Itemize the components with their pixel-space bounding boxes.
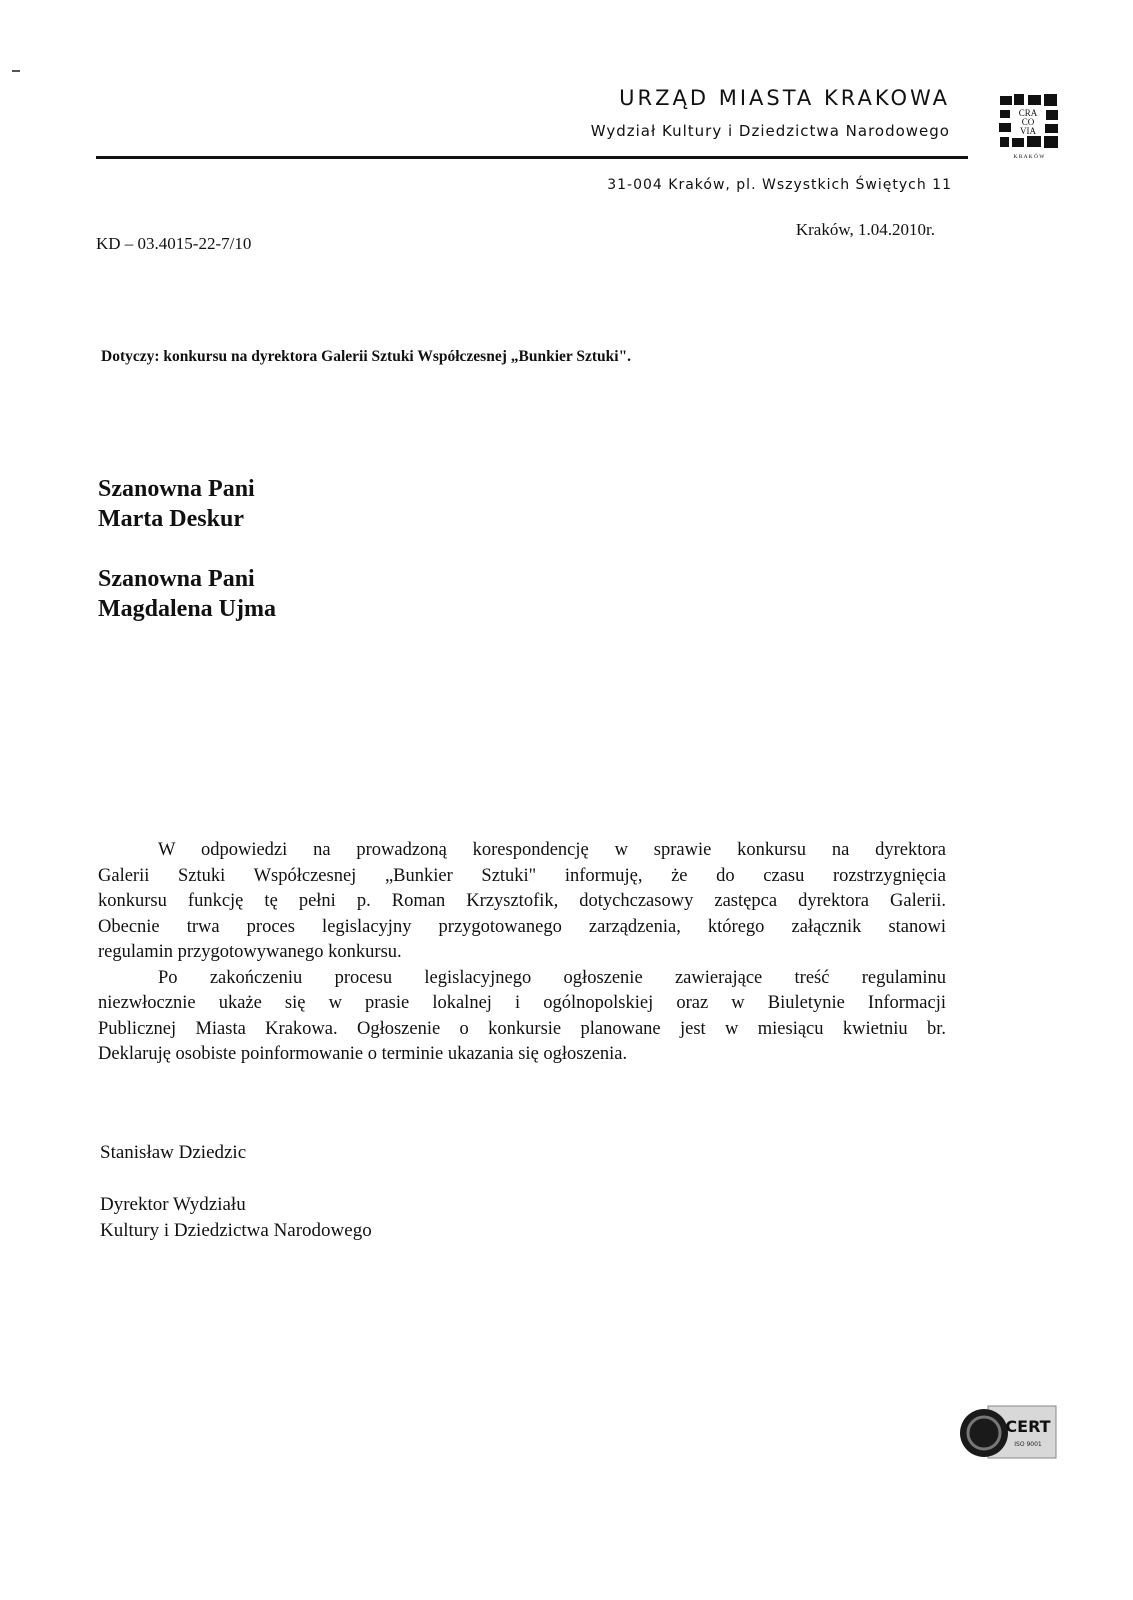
body-line: Obecnie trwa proces legislacyjny przygotowanego zarządzenia, którego załącznik stanowi	[98, 916, 946, 937]
scan-mark	[12, 70, 20, 72]
body-line: W odpowiedzi na prowadzoną korespondencję w sprawie konkursu na dyrektora	[158, 840, 946, 860]
organization-name: URZĄD MIASTA KRAKOWA	[619, 86, 950, 110]
body-line: Publicznej Miasta Krakowa. Ogłoszenie o konkursie planowane jest w miesiącu kwietniu br.	[98, 1018, 946, 1039]
iso-cert-badge-icon	[958, 1402, 1058, 1464]
signer-name: Stanisław Dziedzic	[100, 1142, 247, 1163]
recipient-greeting: Szanowna Pani	[98, 566, 255, 592]
signer-title: Kultury i Dziedzictwa Narodowego	[100, 1220, 372, 1241]
cracovia-logo-icon	[998, 92, 1060, 160]
body-line: regulamin przygotowywanego konkursu.	[98, 942, 402, 962]
body-line: Deklaruję osobiste poinformowanie o terminie ukazania się ogłoszenia.	[98, 1044, 628, 1064]
recipient-name: Marta Deskur	[98, 506, 244, 532]
body-line: Galerii Sztuki Współczesnej „Bunkier Sztuki" informuję, że do czasu rozstrzygnięcia	[98, 865, 946, 886]
logo-text-cra: CRA	[1018, 108, 1038, 118]
logo-text-krakow: K R A K Ó W	[1013, 154, 1045, 160]
badge-main-text: CERT	[1005, 1417, 1051, 1436]
letter-body	[98, 838, 946, 1068]
reference-number: KD – 03.4015-22-7/10	[96, 234, 252, 253]
logo-text-via: VIA	[1020, 126, 1036, 136]
letter-date: Kraków, 1.04.2010r.	[795, 220, 935, 239]
badge-sub-text: ISO 9001	[1014, 1441, 1042, 1448]
recipient-greeting: Szanowna Pani	[98, 476, 255, 502]
signer-title: Dyrektor Wydziału	[100, 1194, 246, 1215]
department-name: Wydział Kultury i Dziedzictwa Narodowego	[590, 122, 950, 140]
body-line: niezwłocznie ukaże się w prasie lokalnej i ogólnopolskiej oraz w Biuletynie Informacji	[98, 993, 946, 1013]
body-line: konkursu funkcję tę pełni p. Roman Krzysztofik, dotychczasowy zastępca dyrektora Galerii.	[98, 891, 946, 911]
logo-text-co: CO	[1021, 117, 1035, 127]
body-line: Po zakończeniu procesu legislacyjnego ogłoszenie zawierające treść regulaminu	[158, 967, 946, 988]
letter-subject: Dotyczy: konkursu na dyrektora Galerii Sztuki Współczesnej „Bunkier Sztuki".	[101, 348, 632, 365]
header-divider	[96, 156, 968, 159]
organization-address: 31-004 Kraków, pl. Wszystkich Świętych 11	[607, 177, 952, 193]
recipient-name: Magdalena Ujma	[98, 596, 276, 622]
